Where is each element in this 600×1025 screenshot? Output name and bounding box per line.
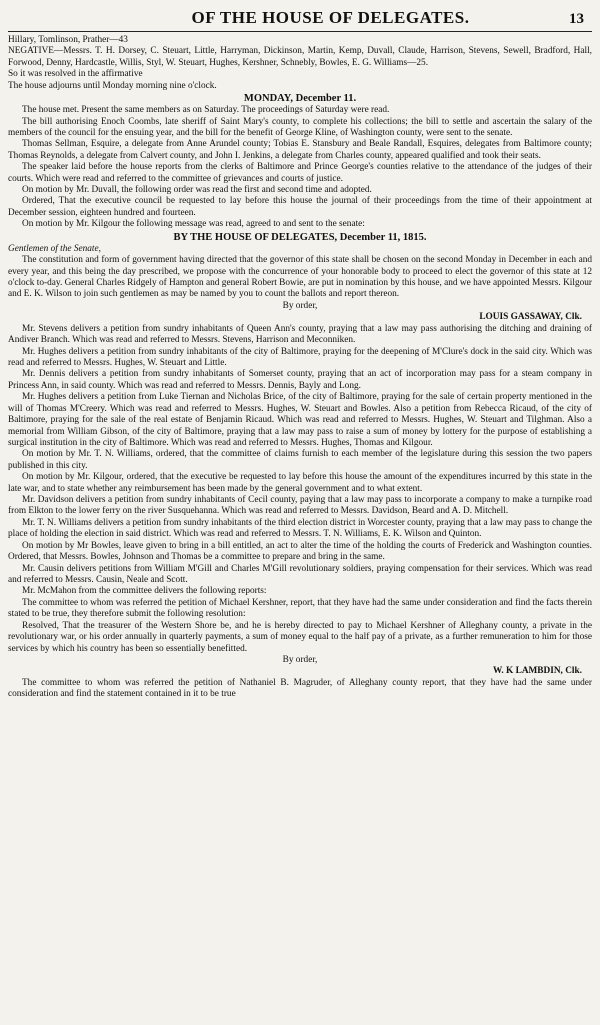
paragraph: Mr. Causin delivers petitions from William M'Gill and Charles M'Gill revolutionary soldiers, praying compensation for their services. Which was read and referred to Messrs. Causin, Neale and Scott. [8, 563, 592, 585]
paragraph: On motion by Mr. Kilgour the following message was read, agreed to and sent to the senate: [22, 219, 365, 230]
paragraph: NEGATIVE—Messrs. T. H. Dorsey, C. Steuart, Little, Harryman, Dickinson, Martin, Kemp, Duvall, Claude, Harrison, Stevens, Sewell, Bradford, Hall, Forwood, Denny, Hardcastle, Willis, Styl, W. Steuart, Hughes, Kershner, Schnebly, Bowles, E. G. Williams—25. [8, 46, 592, 68]
by-order: By order, [282, 300, 318, 311]
page-header [8, 6, 592, 32]
paragraph: The house adjourns until Monday morning nine o'clock. [8, 80, 217, 91]
paragraph: The committee to whom was referred the petition of Michael Kershner, report, that they have had the same under consideration and find the facts therein stated to be true, they therefore submit the following resolution: [8, 597, 592, 620]
paragraph: Mr. Hughes delivers a petition from sundry inhabitants of the city of Baltimore, praying for the deepening of M'Clure's dock in the said city. Which was read and referred to Messrs. Hughes, W. Steuart and Little. [8, 346, 592, 368]
journal-text [8, 35, 592, 701]
paragraph: Ordered, That the executive council be requested to lay before this house the journal of their proceedings from the time of their appointment at December session, eighteen hundred and fourteen. [8, 196, 592, 218]
paragraph: On motion by Mr. Duvall, the following order was read the first and second time and adopted. [22, 185, 372, 196]
paragraph: Mr. Hughes delivers a petition from Luke Tiernan and Nicholas Brice, of the city of Baltimore, praying for the sale of certain property mentioned in the will of Thomas M'Creery. Which was read and referred to Messrs. Hughes, W. Steuart and Bowles. Also a petition from Rebecca Ricaud, of the city of Baltimore, praying for the sale of the real estate of Benjamin Ricaud. Which was read and referred to Messrs. Hughes, W. Steuart and Tilghman. Also a memorial from William Gibson, of the city of Baltimore, praying that a law may pass to raise a sum of money by lottery for the purpose of establishing a surgical institution in the city of Baltimore. Which was read and referred to Messrs. Hughes, Thomas and Kilgour. [8, 392, 592, 448]
signature: W. K LAMBDIN, Clk. [492, 666, 582, 677]
paragraph: The constitution and form of government having directed that the governor of this state shall be chosen on the second Monday in December in each and every year, and this being the day prescribed, we propose with the concurrence of your honorable body to proceed to elect the governor of this state at 12 o'clock to-day. General Charles Ridgely of Hampton and general Robert Bowie, are put in nomination by this house, and we have appointed Messrs. Kilgour and E. K. Wilson to join such gentlemen as may be named by you to count the ballots and report thereon. [8, 255, 592, 300]
paragraph: Mr. McMahon from the committee delivers the following reports: [22, 586, 267, 597]
paragraph: Mr. Stevens delivers a petition from sundry inhabitants of Queen Ann's county, praying that a law may pass authorising the ditching and draining of Andiver Branch. Which was read and referred to Messrs. Stevens, Harrison and Meconniken. [8, 323, 592, 346]
signature: LOUIS GASSAWAY, Clk. [479, 312, 582, 323]
by-order: By order, [282, 654, 318, 665]
paragraph: So it was resolved in the affirmative [8, 69, 143, 80]
paragraph: The speaker laid before the house reports from the clerks of Baltimore and Prince George's counties relative to the attendance of the judges of their courts. Which were read and referred to the committee of grievances and courts of justice. [8, 162, 592, 184]
paragraph: Mr. Dennis delivers a petition from sundry inhabitants of Somerset county, praying that an act of incorporation may pass for a steam company in Princess Ann, in said county. Which was read and referred to Messrs. Dennis, Bayly and Long. [8, 369, 592, 391]
paragraph: The bill authorising Enoch Coombs, late sheriff of Saint Mary's county, to complete his collections; the bill to settle and ascertain the salary of the members of the council for the ensuing year, and the bill for the benefit of George Kline, of Washington county, were sent to the senate. [8, 116, 592, 138]
paragraph: The house met. Present the same members as on Saturday. The proceedings of Saturday were read. [22, 105, 390, 116]
date-heading: MONDAY, December 11. [243, 93, 357, 105]
paragraph: The committee to whom was referred the petition of Nathaniel B. Magruder, of Alleghany county report, that they have had the same under consideration and find the statement contained in it to be true [8, 677, 592, 700]
paragraph: Hillary, Tomlinson, Prather—43 [8, 35, 128, 45]
page-number: 13 [569, 11, 584, 27]
message-heading: BY THE HOUSE OF DELEGATES, December 11, 1815. [173, 231, 427, 243]
paragraph: On motion by Mr Bowles, leave given to bring in a bill entitled, an act to alter the time of the holding the courts of Frederick and Washington counties. Ordered, that Messrs. Bowles, Johnson and Thomas be a committee to prepare and bring in the same. [8, 540, 592, 563]
paragraph: Mr. Davidson delivers a petition from sundry inhabitants of Cecil county, paying that a law may pass to incorporate a company to make a turnpike road from Elkton to the lower ferry on the river Susquehanna. Which was read and referred to Messrs. Davidson, Beard and A. D. Mitchell. [8, 495, 592, 517]
salutation: Gentlemen of the Senate, [8, 243, 101, 254]
paragraph: Mr. T. N. Williams delivers a petition from sundry inhabitants of the third election district in Worcester county, praying that a law may pass to change the place of holding the election in said district. Which was read and referred to Messrs. T. N. Williams, E. K. Wilson and Quinton. [8, 517, 592, 540]
paragraph: On motion by Mr. T. N. Williams, ordered, that the committee of claims furnish to each member of the legislature during this session the two papers published in this city. [8, 449, 592, 471]
paragraph: Resolved, That the treasurer of the Western Shore be, and he is hereby directed to pay to Michael Kershner of Alleghany county, a private in the revolutionary war, or his order annually in quarterly payments, a sum of money equal to the half pay of a private, as a further remuneration to him for those services by which his country has been so essentially benefitted. [8, 620, 592, 654]
paragraph: Thomas Sellman, Esquire, a delegate from Anne Arundel county; Tobias E. Stansbury and Beale Randall, Esquires, delegates from Baltimore county; Thomas Reynolds, a delegate from Calvert county, and John I. Jenkins, a delegate from Charles county, appeared qualified and took their seats. [8, 139, 592, 161]
page-title: OF THE HOUSE OF DELEGATES. [191, 8, 470, 27]
paragraph: On motion by Mr. Kilgour, ordered, that the executive be requested to lay before this house the amount of the expenditures incurred by this state in the late war, and to state whether any reimbursement has been made by the general government and to what extent. [8, 472, 592, 494]
